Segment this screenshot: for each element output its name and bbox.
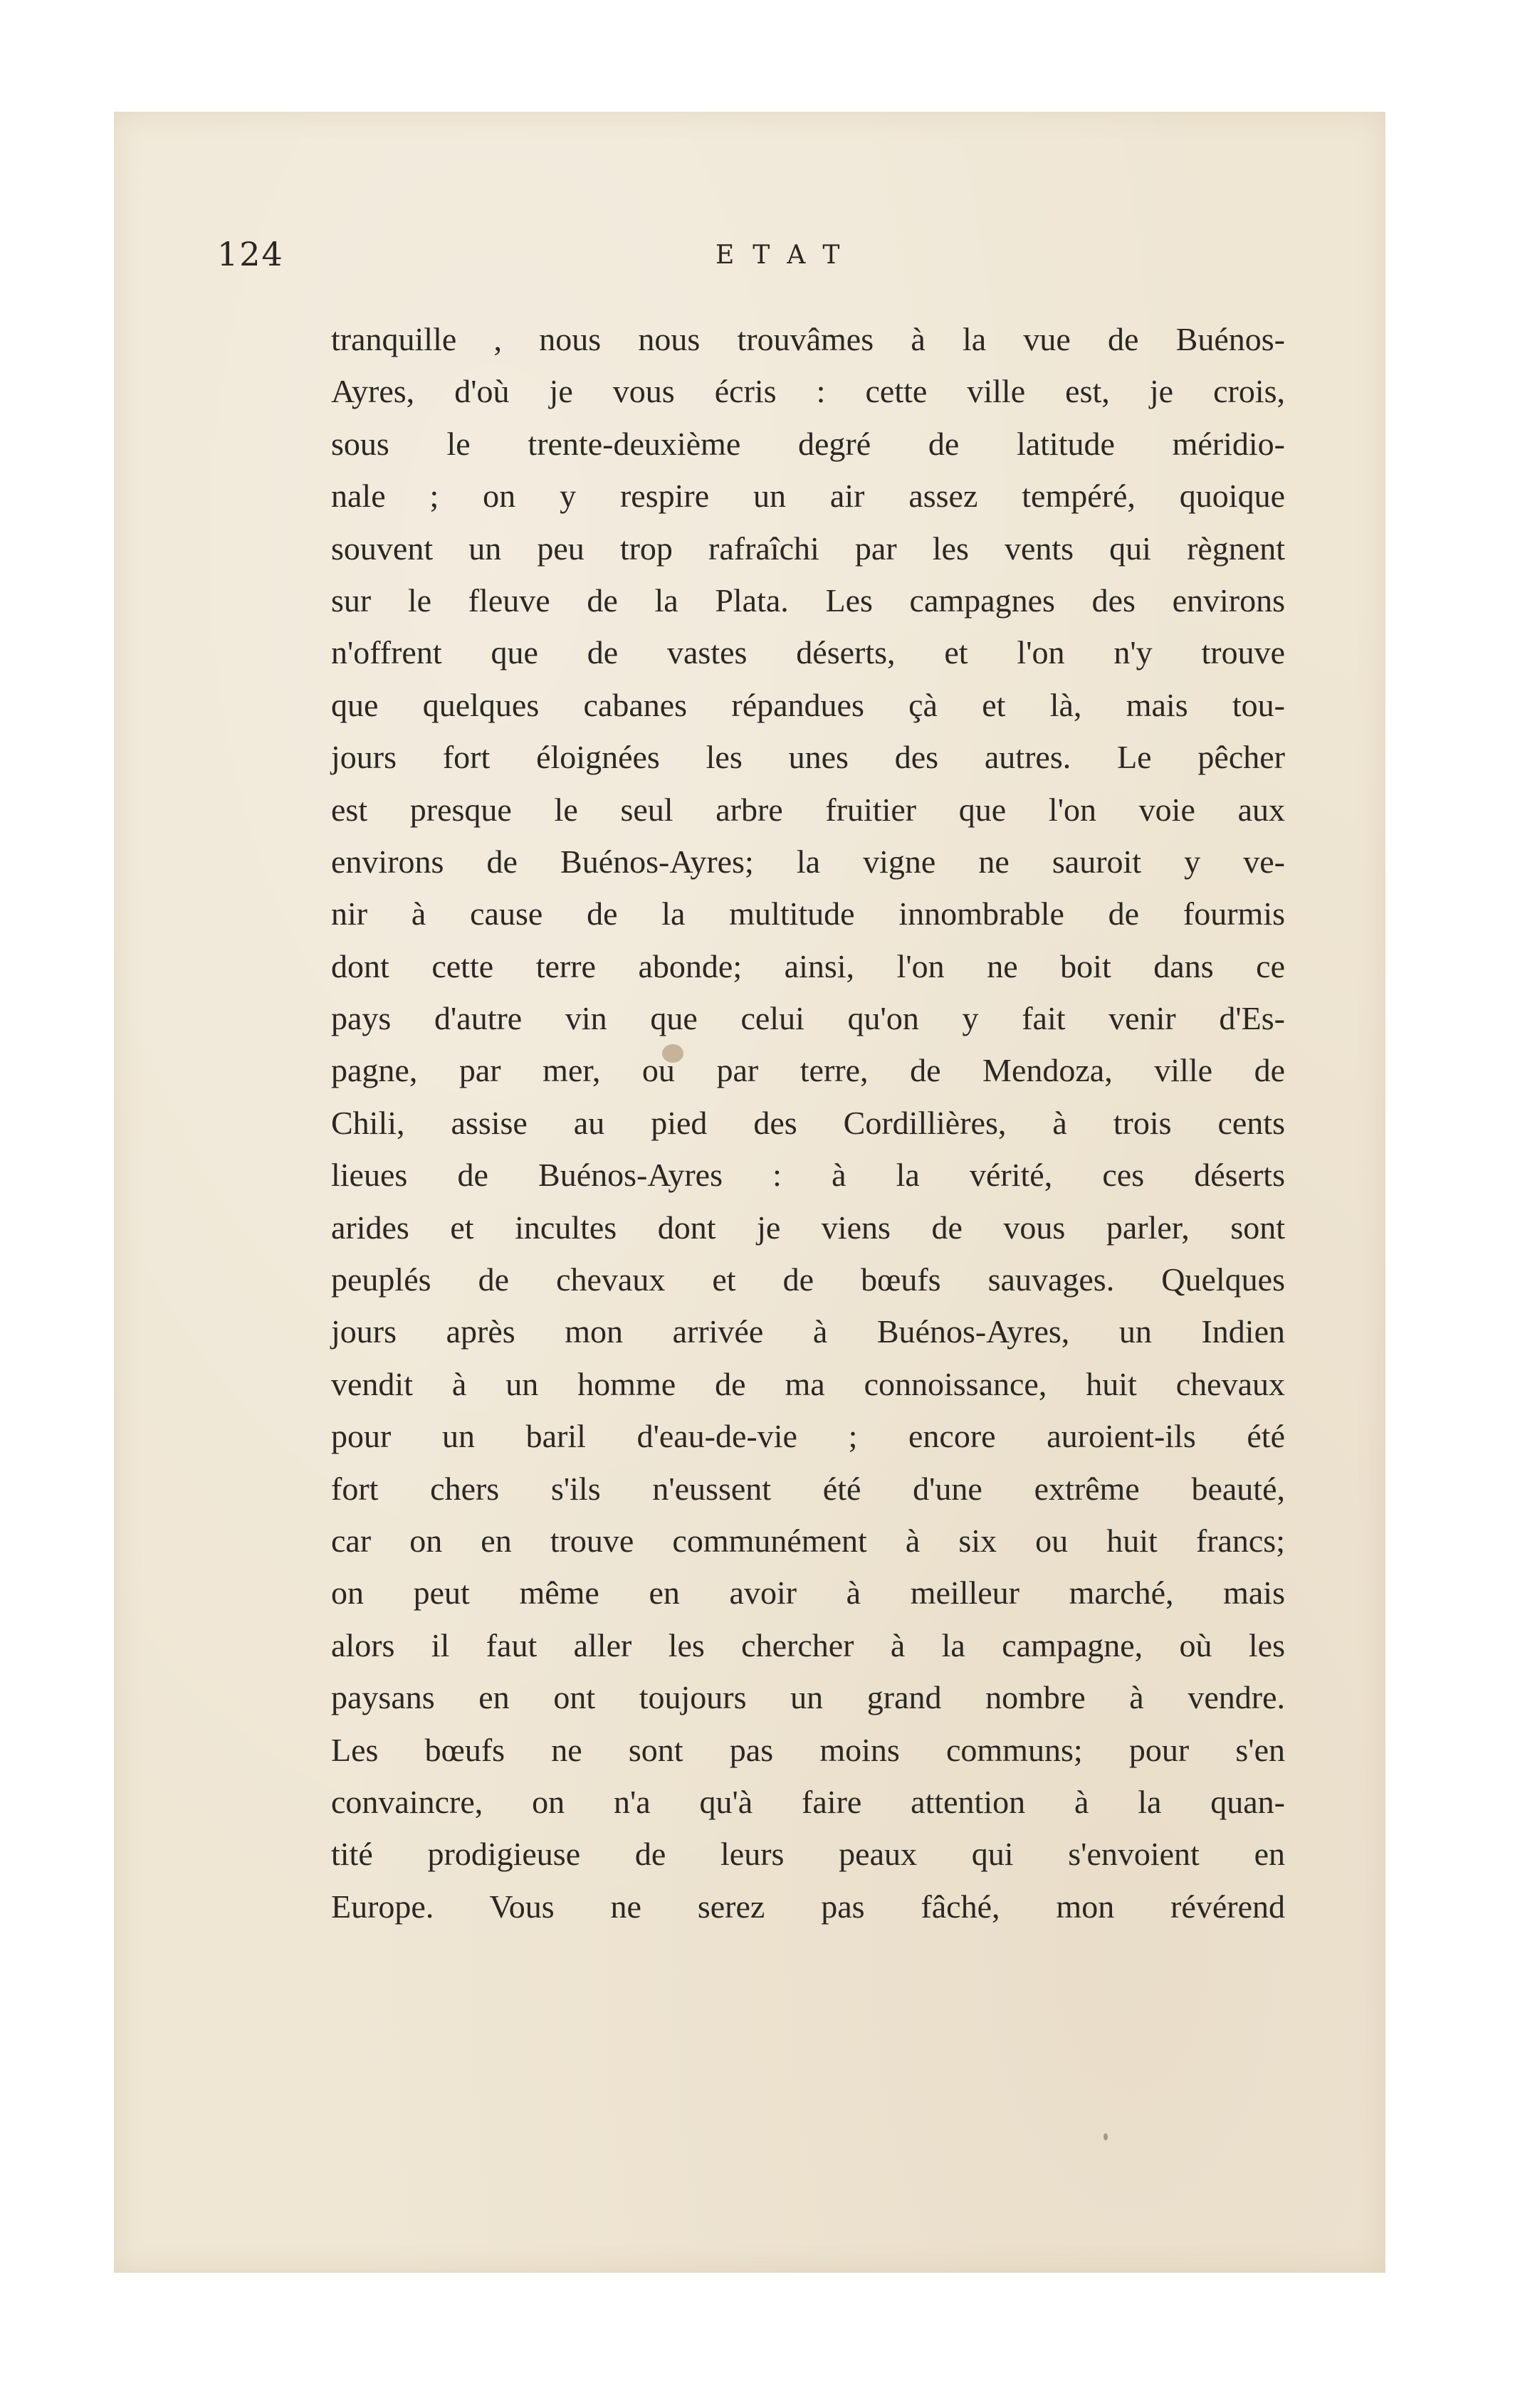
text-line: sous le trente-deuxième degré de latitude méridio- (331, 425, 1285, 462)
page-number: 124 (217, 235, 284, 273)
text-line: que quelques cabanes répandues çà et là, mais tou- (331, 686, 1285, 723)
text-line: lieues de Buénos-Ayres : à la vérité, ces déserts (331, 1157, 1285, 1194)
running-head (217, 235, 1299, 285)
text-line: jours fort éloignées les unes des autres. Le pêcher (331, 739, 1285, 776)
text-line: arides et incultes dont je viens de vous parler, sont (331, 1209, 1285, 1246)
text-line: Chili, assise au pied des Cordillières, à trois cents (331, 1104, 1285, 1141)
text-line: Les bœufs ne sont pas moins communs; pour s'en (331, 1731, 1285, 1768)
text-line: sur le fleuve de la Plata. Les campagnes des environs (331, 582, 1285, 619)
text-line: on peut même en avoir à meilleur marché, mais (331, 1574, 1285, 1612)
text-line: fort chers s'ils n'eussent été d'une extrême beauté, (331, 1470, 1285, 1507)
text-line: environs de Buénos-Ayres; la vigne ne sauroit y ve- (331, 843, 1285, 880)
running-title: ETAT (715, 241, 859, 270)
text-line: pour un baril d'eau-de-vie ; encore auroient-ils été (331, 1418, 1285, 1455)
text-line: vendit à un homme de ma connoissance, huit chevaux (331, 1365, 1285, 1402)
text-line: tité prodigieuse de leurs peaux qui s'envoient en (331, 1836, 1285, 1873)
text-line: convaincre, on n'a qu'à faire attention à la quan- (331, 1783, 1285, 1820)
text-line: est presque le seul arbre fruitier que l'on voie aux (331, 791, 1285, 828)
text-line: pays d'autre vin que celui qu'on y fait venir d'Es- (331, 1000, 1285, 1037)
text-line: dont cette terre abonde; ainsi, l'on ne boit dans ce (331, 947, 1285, 984)
text-line: jours après mon arrivée à Buénos-Ayres, un Indien (331, 1313, 1285, 1350)
paper-spot (1104, 2133, 1108, 2140)
text-line: nir à cause de la multitude innombrable de fourmis (331, 895, 1285, 932)
text-line: n'offrent que de vastes déserts, et l'on n'y trouve (331, 634, 1285, 671)
text-line: tranquille , nous nous trouvâmes à la vue de Buénos- (331, 321, 1285, 357)
text-line: Europe. Vous ne serez pas fâché, mon révérend (331, 1888, 1285, 1925)
text-line: nale ; on y respire un air assez tempéré, quoique (331, 478, 1285, 515)
text-line: pagne, par mer, ou par terre, de Mendoza, ville de (331, 1052, 1285, 1089)
body-text (331, 313, 1285, 1933)
text-line: souvent un peu trop rafraîchi par les vents qui règnent (331, 530, 1285, 567)
text-line: car on en trouve communément à six ou huit francs; (331, 1522, 1285, 1559)
text-line: peuplés de chevaux et de bœufs sauvages. Quelques (331, 1261, 1285, 1298)
text-line: paysans en ont toujours un grand nombre à vendre. (331, 1679, 1285, 1716)
text-line: Ayres, d'où je vous écris : cette ville est, je crois, (331, 373, 1285, 410)
text-line: alors il faut aller les chercher à la campagne, où les (331, 1626, 1285, 1663)
